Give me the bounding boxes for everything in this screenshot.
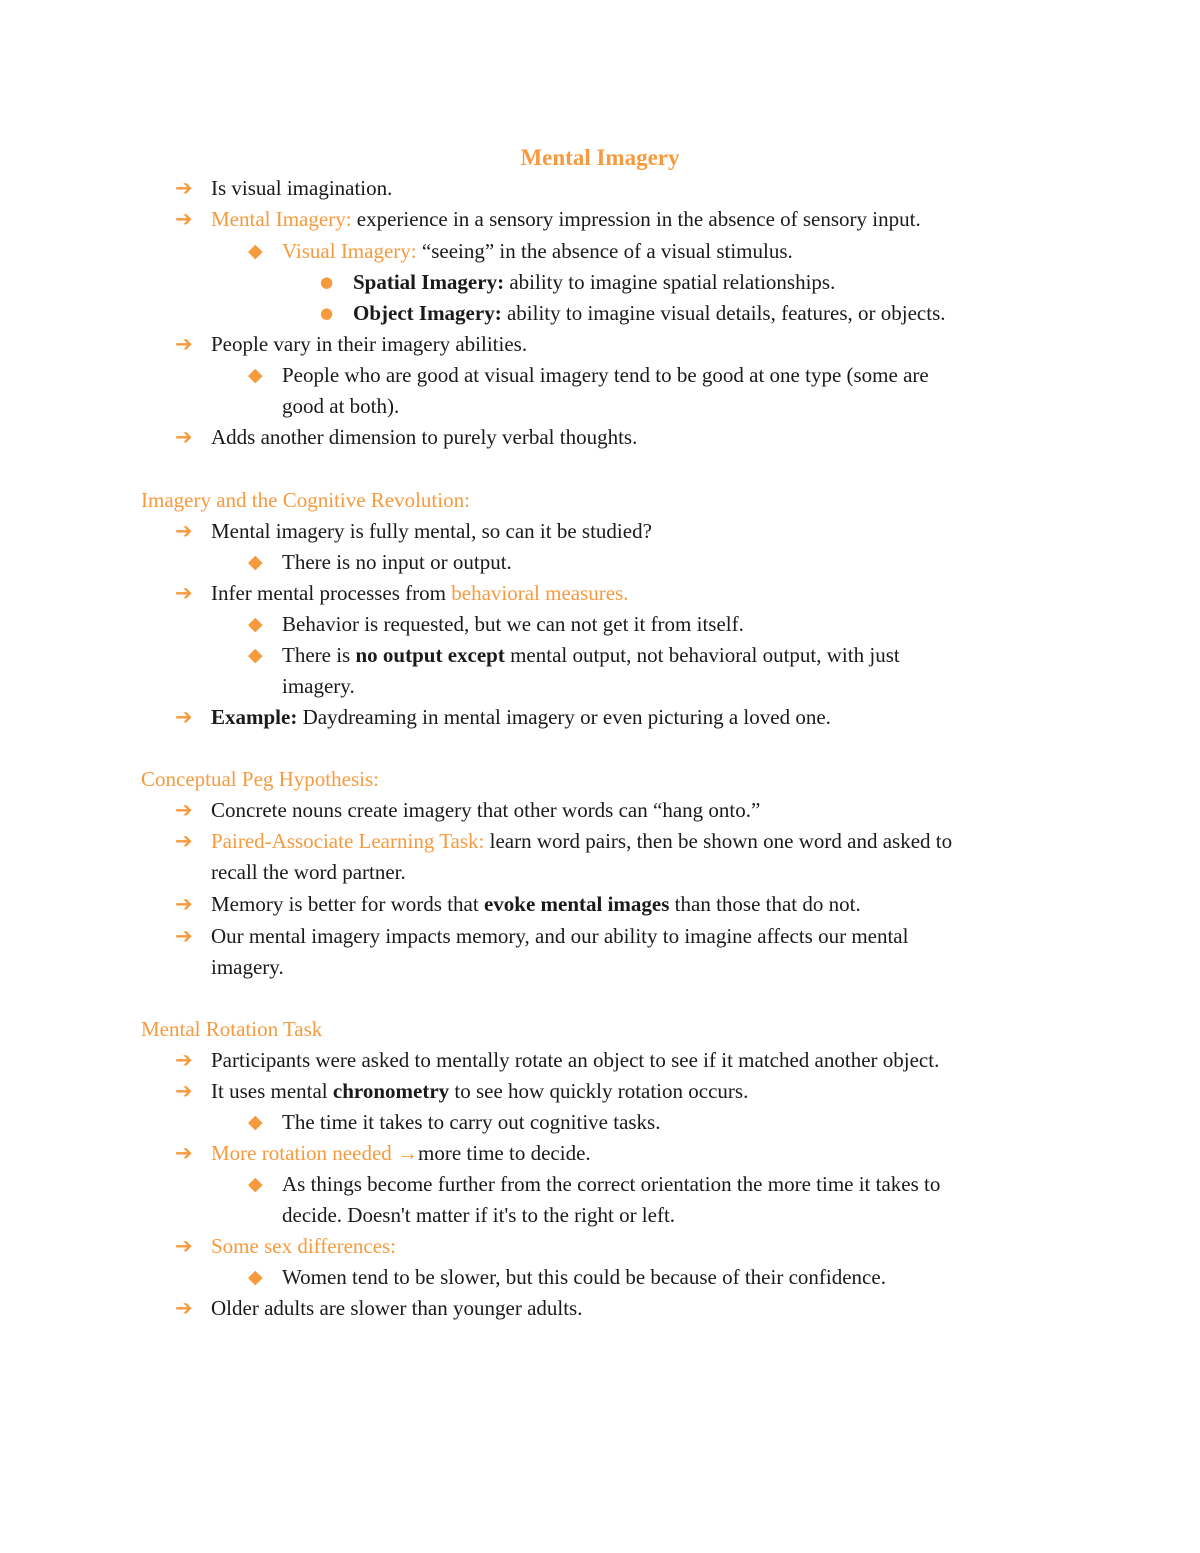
section-heading: Mental Rotation Task xyxy=(141,1017,323,1041)
list-item xyxy=(175,702,831,733)
list-item xyxy=(175,826,953,857)
item-text: Our mental imagery impacts memory, and our ability to imagine affects our mental xyxy=(211,924,909,948)
item-text: Concrete nouns create imagery that other words can “hang onto.” xyxy=(211,798,761,822)
list-item xyxy=(248,1262,886,1293)
item-text: Women tend to be slower, but this could be because of their confidence. xyxy=(282,1265,886,1289)
section-heading: Imagery and the Cognitive Revolution: xyxy=(141,488,470,512)
item-text: Is visual imagination. xyxy=(211,176,393,200)
list-item xyxy=(175,1045,940,1076)
term-highlight: Some sex differences: xyxy=(211,1234,397,1258)
list-item xyxy=(175,204,921,235)
term-highlight: More rotation needed → xyxy=(211,1141,419,1165)
item-text: There is no input or output. xyxy=(282,550,512,574)
arrow-right-icon: ➔ xyxy=(175,1079,193,1103)
item-text: As things become further from the correct orientation the more time it takes to xyxy=(282,1172,941,1196)
list-item xyxy=(175,422,638,453)
section-heading: Conceptual Peg Hypothesis: xyxy=(141,767,379,791)
arrow-right-icon: ➔ xyxy=(175,581,193,605)
list-item xyxy=(248,1107,661,1138)
bold-term: Object Imagery: xyxy=(353,301,502,325)
diamond-icon: ◆ xyxy=(248,364,263,386)
list-item xyxy=(175,1231,397,1262)
list-item xyxy=(320,267,836,298)
item-text: experience in a sensory impression in the absence of sensory input. xyxy=(351,207,921,231)
list-item xyxy=(175,578,629,609)
circle-icon: ● xyxy=(320,304,334,322)
item-text: ability to imagine visual details, features, or objects. xyxy=(501,301,946,325)
item-text: People vary in their imagery abilities. xyxy=(211,332,528,356)
item-text: Daydreaming in mental imagery or even picturing a loved one. xyxy=(297,705,831,729)
diamond-icon: ◆ xyxy=(248,1266,263,1288)
list-item xyxy=(175,921,909,952)
page-title: Mental Imagery xyxy=(520,145,680,170)
arrow-right-icon: ➔ xyxy=(175,1048,193,1072)
item-text: more time to decide. xyxy=(418,1141,591,1165)
diamond-icon: ◆ xyxy=(248,613,263,635)
item-text: Memory is better for words that xyxy=(211,892,484,916)
list-item xyxy=(175,329,528,360)
bold-term: evoke mental images xyxy=(483,892,670,916)
arrow-right-icon: ➔ xyxy=(175,425,193,449)
item-text: Adds another dimension to purely verbal thoughts. xyxy=(211,425,638,449)
list-item xyxy=(248,236,793,267)
arrow-right-icon: ➔ xyxy=(175,1234,193,1258)
list-item xyxy=(248,1169,941,1200)
item-text: Older adults are slower than younger adults. xyxy=(211,1296,583,1320)
list-item xyxy=(175,1138,591,1169)
item-text: Mental imagery is fully mental, so can it be studied? xyxy=(211,519,652,543)
item-text: Behavior is requested, but we can not get it from itself. xyxy=(282,612,744,636)
list-item xyxy=(175,173,393,204)
bold-term: Spatial Imagery: xyxy=(353,270,505,294)
list-item xyxy=(320,298,946,329)
list-item xyxy=(175,1076,749,1107)
item-text: Infer mental processes from xyxy=(211,581,452,605)
item-continuation: recall the word partner. xyxy=(211,860,406,884)
item-text: than those that do not. xyxy=(669,892,861,916)
term-highlight: Mental Imagery: xyxy=(211,207,352,231)
list-item xyxy=(175,1293,583,1324)
list-item xyxy=(175,795,761,826)
item-continuation: decide. Doesn't matter if it's to the right or left. xyxy=(282,1203,676,1227)
list-item xyxy=(248,547,512,578)
list-item xyxy=(248,640,900,671)
item-text: The time it takes to carry out cognitive tasks. xyxy=(282,1110,661,1134)
arrow-right-icon: ➔ xyxy=(175,332,193,356)
arrow-right-icon: ➔ xyxy=(175,1296,193,1320)
list-item xyxy=(248,609,744,640)
list-item xyxy=(175,516,652,547)
diamond-icon: ◆ xyxy=(248,240,263,262)
diamond-icon: ◆ xyxy=(248,551,263,573)
diamond-icon: ◆ xyxy=(248,644,263,666)
item-text: to see how quickly rotation occurs. xyxy=(449,1079,749,1103)
arrow-right-icon: ➔ xyxy=(175,829,193,853)
item-text: “seeing” in the absence of a visual stimulus. xyxy=(416,239,793,263)
arrow-right-icon: ➔ xyxy=(175,798,193,822)
term-highlight: Visual Imagery: xyxy=(282,239,417,263)
arrow-right-icon: ➔ xyxy=(175,705,193,729)
bold-term: chronometry xyxy=(332,1079,450,1103)
arrow-right-icon: ➔ xyxy=(175,207,193,231)
list-item xyxy=(248,360,929,391)
bold-term: Example: xyxy=(211,705,298,729)
list-item xyxy=(175,889,861,920)
item-text: There is xyxy=(282,643,356,667)
term-highlight: behavioral measures. xyxy=(451,581,629,605)
arrow-right-icon: ➔ xyxy=(175,924,193,948)
item-continuation: good at both). xyxy=(282,394,400,418)
item-text: learn word pairs, then be shown one word and asked to xyxy=(484,829,953,853)
arrow-right-icon: ➔ xyxy=(175,1141,193,1165)
term-highlight: Paired-Associate Learning Task: xyxy=(211,829,485,853)
arrow-right-icon: ➔ xyxy=(175,892,193,916)
item-continuation: imagery. xyxy=(282,674,355,698)
diamond-icon: ◆ xyxy=(248,1111,263,1133)
item-text: It uses mental xyxy=(211,1079,333,1103)
item-text: mental output, not behavioral output, with just xyxy=(504,643,900,667)
item-continuation: imagery. xyxy=(211,955,284,979)
diamond-icon: ◆ xyxy=(248,1173,263,1195)
item-text: People who are good at visual imagery tend to be good at one type (some are xyxy=(282,363,929,387)
arrow-right-icon: ➔ xyxy=(175,519,193,543)
item-text: Participants were asked to mentally rotate an object to see if it matched another object. xyxy=(211,1048,940,1072)
bold-term: no output except xyxy=(355,643,505,667)
item-text: ability to imagine spatial relationships. xyxy=(504,270,836,294)
arrow-right-icon: ➔ xyxy=(175,176,193,200)
circle-icon: ● xyxy=(320,273,334,291)
